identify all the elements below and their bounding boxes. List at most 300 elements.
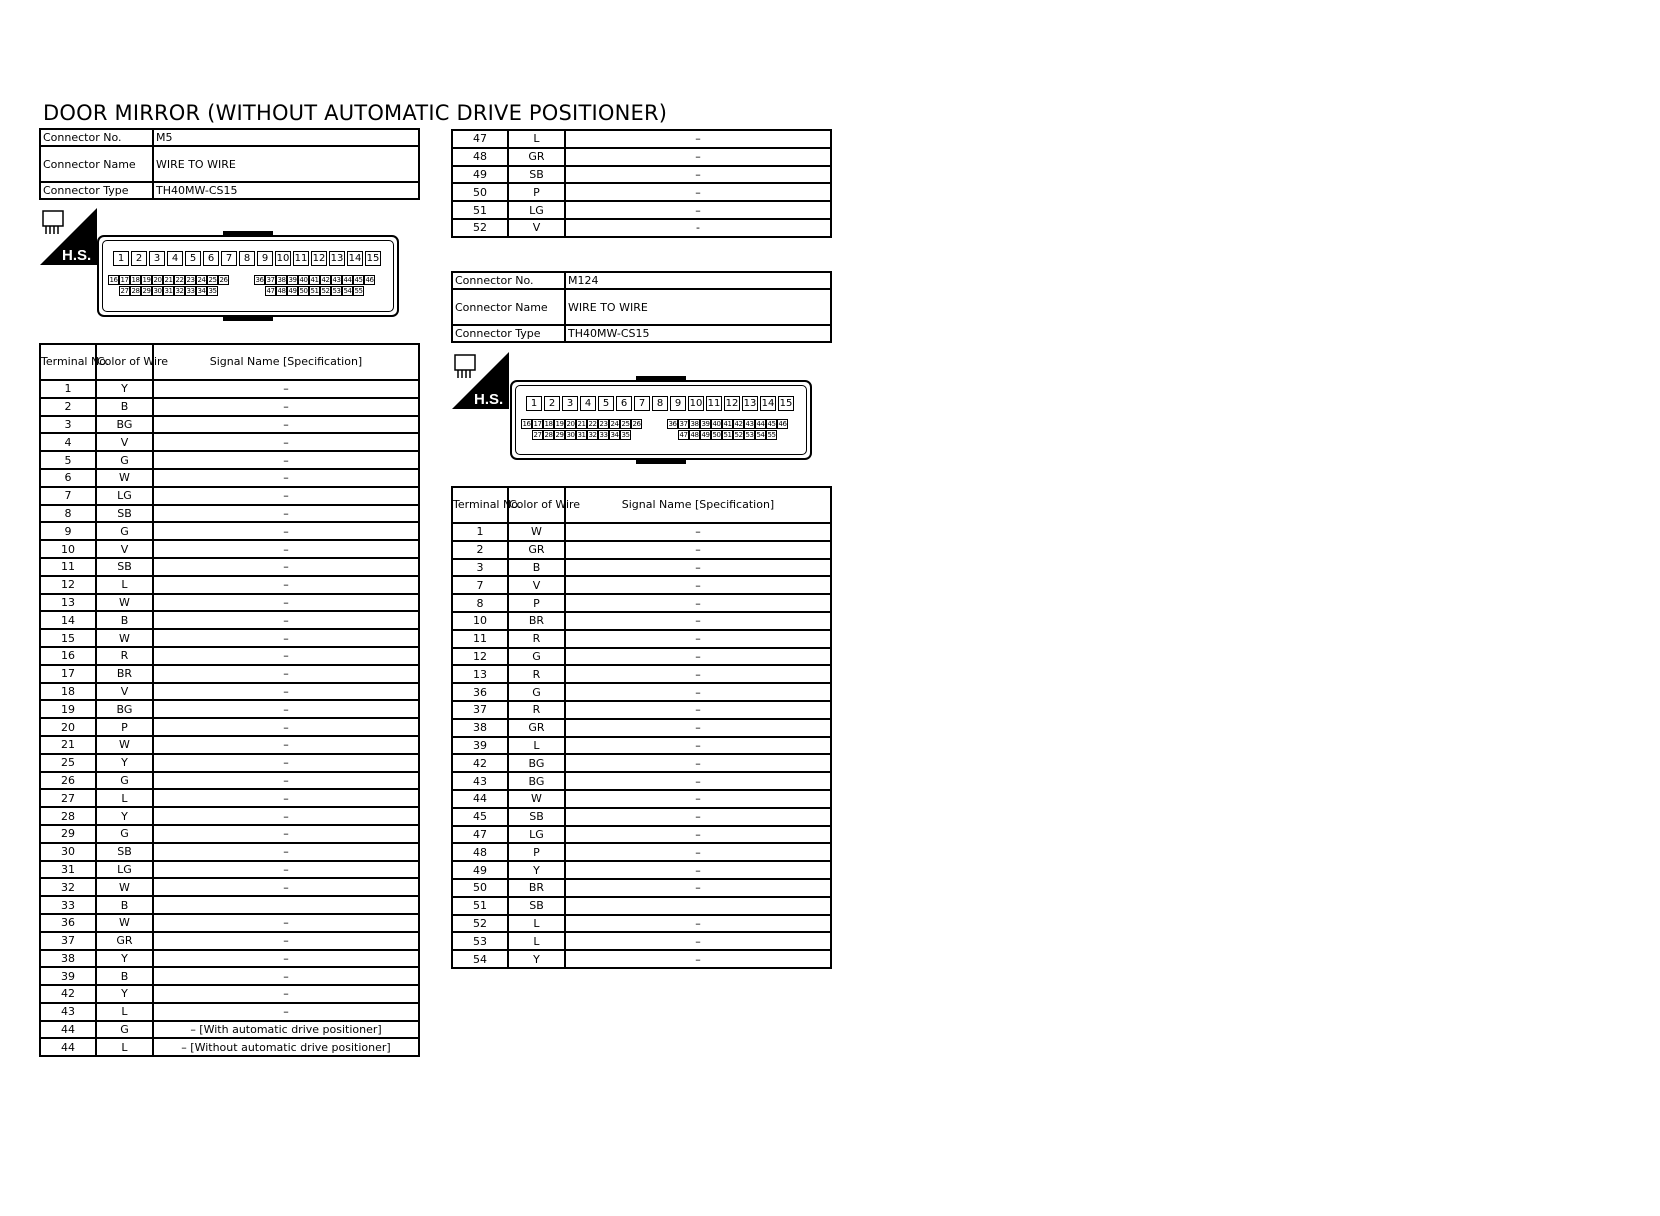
table-row bbox=[452, 897, 831, 915]
signal-name-cell: – bbox=[565, 612, 831, 630]
table-row bbox=[452, 648, 831, 666]
table-row bbox=[452, 950, 831, 968]
terminal-no-cell: 1 bbox=[452, 523, 508, 541]
connector-pin: 11 bbox=[707, 398, 721, 409]
connector-pin: 14 bbox=[761, 398, 775, 409]
table-row bbox=[40, 1003, 419, 1021]
wire-color-cell: W bbox=[508, 790, 565, 808]
terminal-no-cell: 39 bbox=[40, 967, 96, 985]
connector-pin: 55 bbox=[767, 431, 776, 439]
connector-pin: 24 bbox=[610, 420, 619, 428]
connector-pin: 26 bbox=[219, 276, 228, 284]
connector-pin: 49 bbox=[701, 431, 710, 439]
table-row bbox=[40, 647, 419, 665]
terminal-no-cell: 43 bbox=[452, 772, 508, 790]
terminal-no-cell: 4 bbox=[40, 433, 96, 451]
terminal-no-cell: 33 bbox=[40, 896, 96, 914]
wire-color-cell: L bbox=[96, 1003, 153, 1021]
wire-color-cell: L bbox=[96, 789, 153, 807]
signal-name-cell: – bbox=[153, 754, 419, 772]
terminal-no-cell: 5 bbox=[40, 451, 96, 469]
terminal-no-cell: 42 bbox=[40, 985, 96, 1003]
signal-name-cell: – bbox=[565, 932, 831, 950]
connector-pin: 23 bbox=[186, 276, 195, 284]
connector-pin: 31 bbox=[164, 287, 173, 295]
connector-pin: 54 bbox=[756, 431, 765, 439]
connector-pin: 23 bbox=[599, 420, 608, 428]
terminal-no-cell: 44 bbox=[40, 1021, 96, 1039]
wire-color-cell: GR bbox=[508, 719, 565, 737]
signal-name-cell: – bbox=[153, 914, 419, 932]
terminal-no-cell: 28 bbox=[40, 807, 96, 825]
header-terminal-no: Terminal No. bbox=[40, 344, 96, 380]
signal-name-cell: – bbox=[565, 754, 831, 772]
signal-name-cell: – bbox=[565, 576, 831, 594]
table-row bbox=[452, 826, 831, 844]
wire-color-cell: Y bbox=[96, 380, 153, 398]
connector-pin: 38 bbox=[277, 276, 286, 284]
table-row bbox=[40, 825, 419, 843]
terminal-no-cell: 18 bbox=[40, 683, 96, 701]
connector-pin: 44 bbox=[343, 276, 352, 284]
connector-m124-face bbox=[510, 380, 812, 460]
connector-pin: 18 bbox=[544, 420, 553, 428]
signal-name-cell: – bbox=[153, 451, 419, 469]
wire-color-cell: W bbox=[96, 878, 153, 896]
signal-name-cell: – [Without automatic drive positioner] bbox=[153, 1038, 419, 1056]
wire-color-cell: B bbox=[96, 967, 153, 985]
terminal-no-cell: 6 bbox=[40, 469, 96, 487]
terminal-no-cell: 13 bbox=[40, 594, 96, 612]
signal-name-cell: – bbox=[153, 736, 419, 754]
wire-color-cell: BG bbox=[508, 754, 565, 772]
table-row bbox=[452, 772, 831, 790]
terminal-no-cell: 15 bbox=[40, 629, 96, 647]
connector-pin: 34 bbox=[197, 287, 206, 295]
connector-pin: 6 bbox=[203, 251, 219, 266]
wire-color-cell: Y bbox=[508, 861, 565, 879]
terminal-no-cell: 42 bbox=[452, 754, 508, 772]
connector-pin: 1 bbox=[113, 251, 129, 266]
connector-pin: 10 bbox=[276, 253, 290, 264]
connector-pin: 35 bbox=[621, 431, 630, 439]
signal-name-cell: – bbox=[153, 967, 419, 985]
signal-name-cell: – bbox=[153, 398, 419, 416]
connector-pin: 22 bbox=[588, 420, 597, 428]
signal-name-cell: – bbox=[153, 861, 419, 879]
connector-pin: 32 bbox=[175, 287, 184, 295]
wire-color-cell: G bbox=[96, 1021, 153, 1039]
connector-pin: 51 bbox=[723, 431, 732, 439]
signal-name-cell: – bbox=[153, 718, 419, 736]
wire-color-cell: W bbox=[508, 523, 565, 541]
table-row bbox=[452, 790, 831, 808]
terminal-no-cell: 38 bbox=[40, 950, 96, 968]
table-row bbox=[452, 915, 831, 933]
table-row bbox=[40, 380, 419, 398]
table-row bbox=[40, 540, 419, 558]
wire-color-cell: SB bbox=[508, 808, 565, 826]
connector-pin: 21 bbox=[577, 420, 586, 428]
table-row bbox=[452, 683, 831, 701]
terminal-no-cell: 8 bbox=[40, 505, 96, 523]
connector-pin: 53 bbox=[745, 431, 754, 439]
signal-name-cell: – bbox=[565, 559, 831, 577]
connector-pin: 37 bbox=[266, 276, 275, 284]
wire-color-cell: LG bbox=[96, 861, 153, 879]
terminal-no-cell: 36 bbox=[40, 914, 96, 932]
table-row bbox=[40, 789, 419, 807]
connector-pin: 48 bbox=[277, 287, 286, 295]
signal-name-cell: – bbox=[565, 648, 831, 666]
signal-name-cell: – bbox=[153, 380, 419, 398]
wire-color-cell: P bbox=[508, 843, 565, 861]
connector-pin: 28 bbox=[131, 287, 140, 295]
connector-pin: 53 bbox=[332, 287, 341, 295]
signal-name-cell: – bbox=[153, 416, 419, 434]
wire-color-cell: R bbox=[96, 647, 153, 665]
connector-pin: 1 bbox=[526, 396, 542, 411]
terminal-no-cell: 13 bbox=[452, 665, 508, 683]
connector-pin: 55 bbox=[354, 287, 363, 295]
connector-pin: 9 bbox=[670, 396, 686, 411]
terminal-no-cell: 47 bbox=[452, 130, 508, 148]
wire-color-cell: L bbox=[96, 576, 153, 594]
connector-name-value: WIRE TO WIRE bbox=[153, 146, 419, 182]
signal-name-cell: – bbox=[565, 950, 831, 968]
signal-name-cell: – bbox=[153, 594, 419, 612]
header-color-of-wire: Color of Wire bbox=[508, 487, 565, 523]
connector-pin: 15 bbox=[366, 253, 380, 264]
terminal-no-cell: 29 bbox=[40, 825, 96, 843]
connector-pin: 47 bbox=[266, 287, 275, 295]
terminal-table-m5 bbox=[39, 343, 420, 1057]
connector-no-value: M5 bbox=[153, 129, 419, 146]
connector-pin: 48 bbox=[690, 431, 699, 439]
signal-name-cell: - bbox=[565, 219, 831, 237]
connector-pin: 43 bbox=[332, 276, 341, 284]
connector-pin: 30 bbox=[153, 287, 162, 295]
terminal-no-cell: 10 bbox=[40, 540, 96, 558]
terminal-no-cell: 50 bbox=[452, 183, 508, 201]
signal-name-cell: – bbox=[565, 683, 831, 701]
header-color-of-wire: Color of Wire bbox=[96, 344, 153, 380]
connector-pin: 31 bbox=[577, 431, 586, 439]
connector-pin: 44 bbox=[756, 420, 765, 428]
wire-color-cell: L bbox=[508, 932, 565, 950]
connector-pin: 35 bbox=[208, 287, 217, 295]
wire-color-cell: L bbox=[508, 130, 565, 148]
table-row bbox=[40, 487, 419, 505]
connector-pin: 29 bbox=[142, 287, 151, 295]
terminal-no-cell: 52 bbox=[452, 915, 508, 933]
connector-pin: 8 bbox=[652, 396, 668, 411]
page-title: DOOR MIRROR (WITHOUT AUTOMATIC DRIVE POSITIONER) bbox=[43, 101, 668, 125]
wire-color-cell: W bbox=[96, 469, 153, 487]
wire-color-cell: L bbox=[508, 915, 565, 933]
terminal-no-cell: 51 bbox=[452, 201, 508, 219]
table-row bbox=[40, 505, 419, 523]
terminal-no-cell: 11 bbox=[40, 558, 96, 576]
connector-pin: 39 bbox=[288, 276, 297, 284]
terminal-no-cell: 38 bbox=[452, 719, 508, 737]
signal-name-cell: – bbox=[565, 772, 831, 790]
table-row bbox=[452, 808, 831, 826]
terminal-no-cell: 26 bbox=[40, 772, 96, 790]
wire-color-cell: G bbox=[96, 522, 153, 540]
terminal-no-cell: 20 bbox=[40, 718, 96, 736]
connector-pin: 27 bbox=[120, 287, 129, 295]
wire-color-cell: LG bbox=[508, 826, 565, 844]
connector-pin: 38 bbox=[690, 420, 699, 428]
connector-pin: 41 bbox=[723, 420, 732, 428]
signal-name-cell: – bbox=[153, 789, 419, 807]
signal-name-cell: – bbox=[565, 594, 831, 612]
connector-pin: 42 bbox=[734, 420, 743, 428]
connector-pin: 10 bbox=[689, 398, 703, 409]
signal-name-cell: – bbox=[565, 843, 831, 861]
signal-name-cell: – bbox=[565, 790, 831, 808]
terminal-no-cell: 49 bbox=[452, 861, 508, 879]
terminal-no-cell: 17 bbox=[40, 665, 96, 683]
connector-pin: 50 bbox=[299, 287, 308, 295]
table-row bbox=[452, 701, 831, 719]
signal-name-cell: – bbox=[565, 826, 831, 844]
connector-pin: 16 bbox=[522, 420, 531, 428]
terminal-no-cell: 16 bbox=[40, 647, 96, 665]
table-row bbox=[40, 932, 419, 950]
table-row bbox=[452, 219, 831, 237]
wire-color-cell: V bbox=[508, 576, 565, 594]
connector-pin: 52 bbox=[734, 431, 743, 439]
connector-m5-info bbox=[39, 128, 420, 200]
connector-pin: 43 bbox=[745, 420, 754, 428]
terminal-no-cell: 3 bbox=[452, 559, 508, 577]
terminal-no-cell: 10 bbox=[452, 612, 508, 630]
wire-color-cell: G bbox=[508, 648, 565, 666]
harness-side-icon bbox=[40, 208, 97, 265]
table-row bbox=[40, 754, 419, 772]
table-row bbox=[40, 967, 419, 985]
signal-name-cell: – bbox=[153, 665, 419, 683]
terminal-no-cell: 11 bbox=[452, 630, 508, 648]
connector-pin: 46 bbox=[365, 276, 374, 284]
connector-pin: 33 bbox=[599, 431, 608, 439]
connector-pin: 37 bbox=[679, 420, 688, 428]
connector-pin: 2 bbox=[544, 396, 560, 411]
signal-name-cell: – bbox=[153, 932, 419, 950]
table-row bbox=[40, 1021, 419, 1039]
table-row bbox=[40, 950, 419, 968]
signal-name-cell: – bbox=[153, 505, 419, 523]
connector-pin: 45 bbox=[354, 276, 363, 284]
connector-pin: 22 bbox=[175, 276, 184, 284]
signal-name-cell: – bbox=[153, 1003, 419, 1021]
wire-color-cell: P bbox=[508, 594, 565, 612]
table-row bbox=[452, 737, 831, 755]
table-row bbox=[452, 559, 831, 577]
table-row bbox=[40, 985, 419, 1003]
connector-pin: 13 bbox=[743, 398, 757, 409]
table-row bbox=[40, 878, 419, 896]
connector-pin: 5 bbox=[598, 396, 614, 411]
wire-color-cell: SB bbox=[96, 843, 153, 861]
table-row bbox=[452, 932, 831, 950]
terminal-no-cell: 32 bbox=[40, 878, 96, 896]
label-connector-no: Connector No. bbox=[452, 272, 565, 289]
table-row bbox=[452, 843, 831, 861]
connector-pin: 40 bbox=[299, 276, 308, 284]
terminal-no-cell: 2 bbox=[452, 541, 508, 559]
connector-pin: 46 bbox=[778, 420, 787, 428]
connector-name-value: WIRE TO WIRE bbox=[565, 289, 831, 325]
table-row bbox=[40, 700, 419, 718]
terminal-no-cell: 14 bbox=[40, 611, 96, 629]
connector-pin: 3 bbox=[149, 251, 165, 266]
svg-text:H.S.: H.S. bbox=[474, 391, 504, 408]
connector-pin: 45 bbox=[767, 420, 776, 428]
table-row bbox=[452, 148, 831, 166]
signal-name-cell: – bbox=[153, 558, 419, 576]
signal-name-cell: – bbox=[153, 950, 419, 968]
wire-color-cell: V bbox=[96, 540, 153, 558]
connector-pin: 19 bbox=[142, 276, 151, 284]
connector-pin: 8 bbox=[239, 251, 255, 266]
table-row bbox=[40, 718, 419, 736]
connector-pin: 50 bbox=[712, 431, 721, 439]
connector-pin: 51 bbox=[310, 287, 319, 295]
terminal-no-cell: 25 bbox=[40, 754, 96, 772]
terminal-no-cell: 43 bbox=[40, 1003, 96, 1021]
connector-pin: 26 bbox=[632, 420, 641, 428]
terminal-no-cell: 1 bbox=[40, 380, 96, 398]
connector-pin: 17 bbox=[120, 276, 129, 284]
table-row bbox=[452, 576, 831, 594]
label-connector-no: Connector No. bbox=[40, 129, 153, 146]
wire-color-cell: W bbox=[96, 736, 153, 754]
svg-text:H.S.: H.S. bbox=[62, 247, 92, 264]
table-row bbox=[452, 754, 831, 772]
wire-color-cell: L bbox=[96, 1038, 153, 1056]
connector-pin: 24 bbox=[197, 276, 206, 284]
wire-color-cell: B bbox=[508, 559, 565, 577]
table-row bbox=[40, 683, 419, 701]
connector-pin: 13 bbox=[330, 253, 344, 264]
harness-side-icon bbox=[452, 352, 509, 409]
table-row bbox=[40, 576, 419, 594]
wire-color-cell: LG bbox=[96, 487, 153, 505]
table-row bbox=[452, 541, 831, 559]
terminal-no-cell: 39 bbox=[452, 737, 508, 755]
table-row bbox=[452, 612, 831, 630]
connector-pin: 27 bbox=[533, 431, 542, 439]
terminal-no-cell: 7 bbox=[452, 576, 508, 594]
connector-pin: 9 bbox=[257, 251, 273, 266]
terminal-no-cell: 48 bbox=[452, 843, 508, 861]
signal-name-cell: – bbox=[565, 166, 831, 184]
signal-name-cell: – bbox=[153, 576, 419, 594]
table-row bbox=[40, 398, 419, 416]
connector-pin: 39 bbox=[701, 420, 710, 428]
connector-no-value: M124 bbox=[565, 272, 831, 289]
connector-pin: 11 bbox=[294, 253, 308, 264]
table-row bbox=[452, 719, 831, 737]
label-connector-type: Connector Type bbox=[40, 182, 153, 199]
terminal-no-cell: 7 bbox=[40, 487, 96, 505]
connector-pin: 52 bbox=[321, 287, 330, 295]
terminal-table-m124 bbox=[451, 486, 832, 969]
wire-color-cell: R bbox=[508, 630, 565, 648]
signal-name-cell: – bbox=[565, 148, 831, 166]
header-signal-name: Signal Name [Specification] bbox=[565, 487, 831, 523]
table-row bbox=[452, 665, 831, 683]
connector-pin: 17 bbox=[533, 420, 542, 428]
connector-pin: 14 bbox=[348, 253, 362, 264]
table-row bbox=[40, 558, 419, 576]
signal-name-cell: – bbox=[153, 629, 419, 647]
connector-pin: 18 bbox=[131, 276, 140, 284]
signal-name-cell: – bbox=[565, 541, 831, 559]
connector-pin: 41 bbox=[310, 276, 319, 284]
connector-pin: 34 bbox=[610, 431, 619, 439]
wire-color-cell: V bbox=[96, 683, 153, 701]
terminal-no-cell: 12 bbox=[452, 648, 508, 666]
connector-pin: 28 bbox=[544, 431, 553, 439]
wire-color-cell: W bbox=[96, 629, 153, 647]
terminal-no-cell: 2 bbox=[40, 398, 96, 416]
wire-color-cell: B bbox=[96, 611, 153, 629]
connector-pin: 36 bbox=[668, 420, 677, 428]
wire-color-cell: B bbox=[96, 896, 153, 914]
terminal-no-cell: 12 bbox=[40, 576, 96, 594]
terminal-no-cell: 49 bbox=[452, 166, 508, 184]
wire-color-cell: Y bbox=[508, 950, 565, 968]
label-connector-name: Connector Name bbox=[452, 289, 565, 325]
signal-name-cell: – bbox=[153, 487, 419, 505]
terminal-no-cell: 44 bbox=[452, 790, 508, 808]
wire-color-cell: G bbox=[508, 683, 565, 701]
signal-name-cell bbox=[565, 897, 831, 915]
wire-color-cell: G bbox=[96, 825, 153, 843]
signal-name-cell: – bbox=[565, 719, 831, 737]
wire-color-cell: BG bbox=[96, 416, 153, 434]
connector-pin: 29 bbox=[555, 431, 564, 439]
wire-color-cell: G bbox=[96, 451, 153, 469]
connector-pin: 4 bbox=[580, 396, 596, 411]
table-row bbox=[452, 594, 831, 612]
signal-name-cell: – bbox=[153, 700, 419, 718]
table-row bbox=[40, 451, 419, 469]
table-row bbox=[40, 594, 419, 612]
connector-pin: 33 bbox=[186, 287, 195, 295]
table-row bbox=[452, 630, 831, 648]
signal-name-cell: – bbox=[565, 201, 831, 219]
table-row bbox=[40, 807, 419, 825]
table-row bbox=[452, 130, 831, 148]
signal-name-cell: – bbox=[153, 469, 419, 487]
signal-name-cell: – bbox=[565, 523, 831, 541]
terminal-no-cell: 51 bbox=[452, 897, 508, 915]
connector-pin: 47 bbox=[679, 431, 688, 439]
signal-name-cell: – bbox=[153, 985, 419, 1003]
wire-color-cell: V bbox=[508, 219, 565, 237]
connector-pin: 25 bbox=[621, 420, 630, 428]
connector-pin: 32 bbox=[588, 431, 597, 439]
table-row bbox=[40, 772, 419, 790]
terminal-no-cell: 47 bbox=[452, 826, 508, 844]
wire-color-cell: G bbox=[96, 772, 153, 790]
signal-name-cell: – bbox=[153, 540, 419, 558]
